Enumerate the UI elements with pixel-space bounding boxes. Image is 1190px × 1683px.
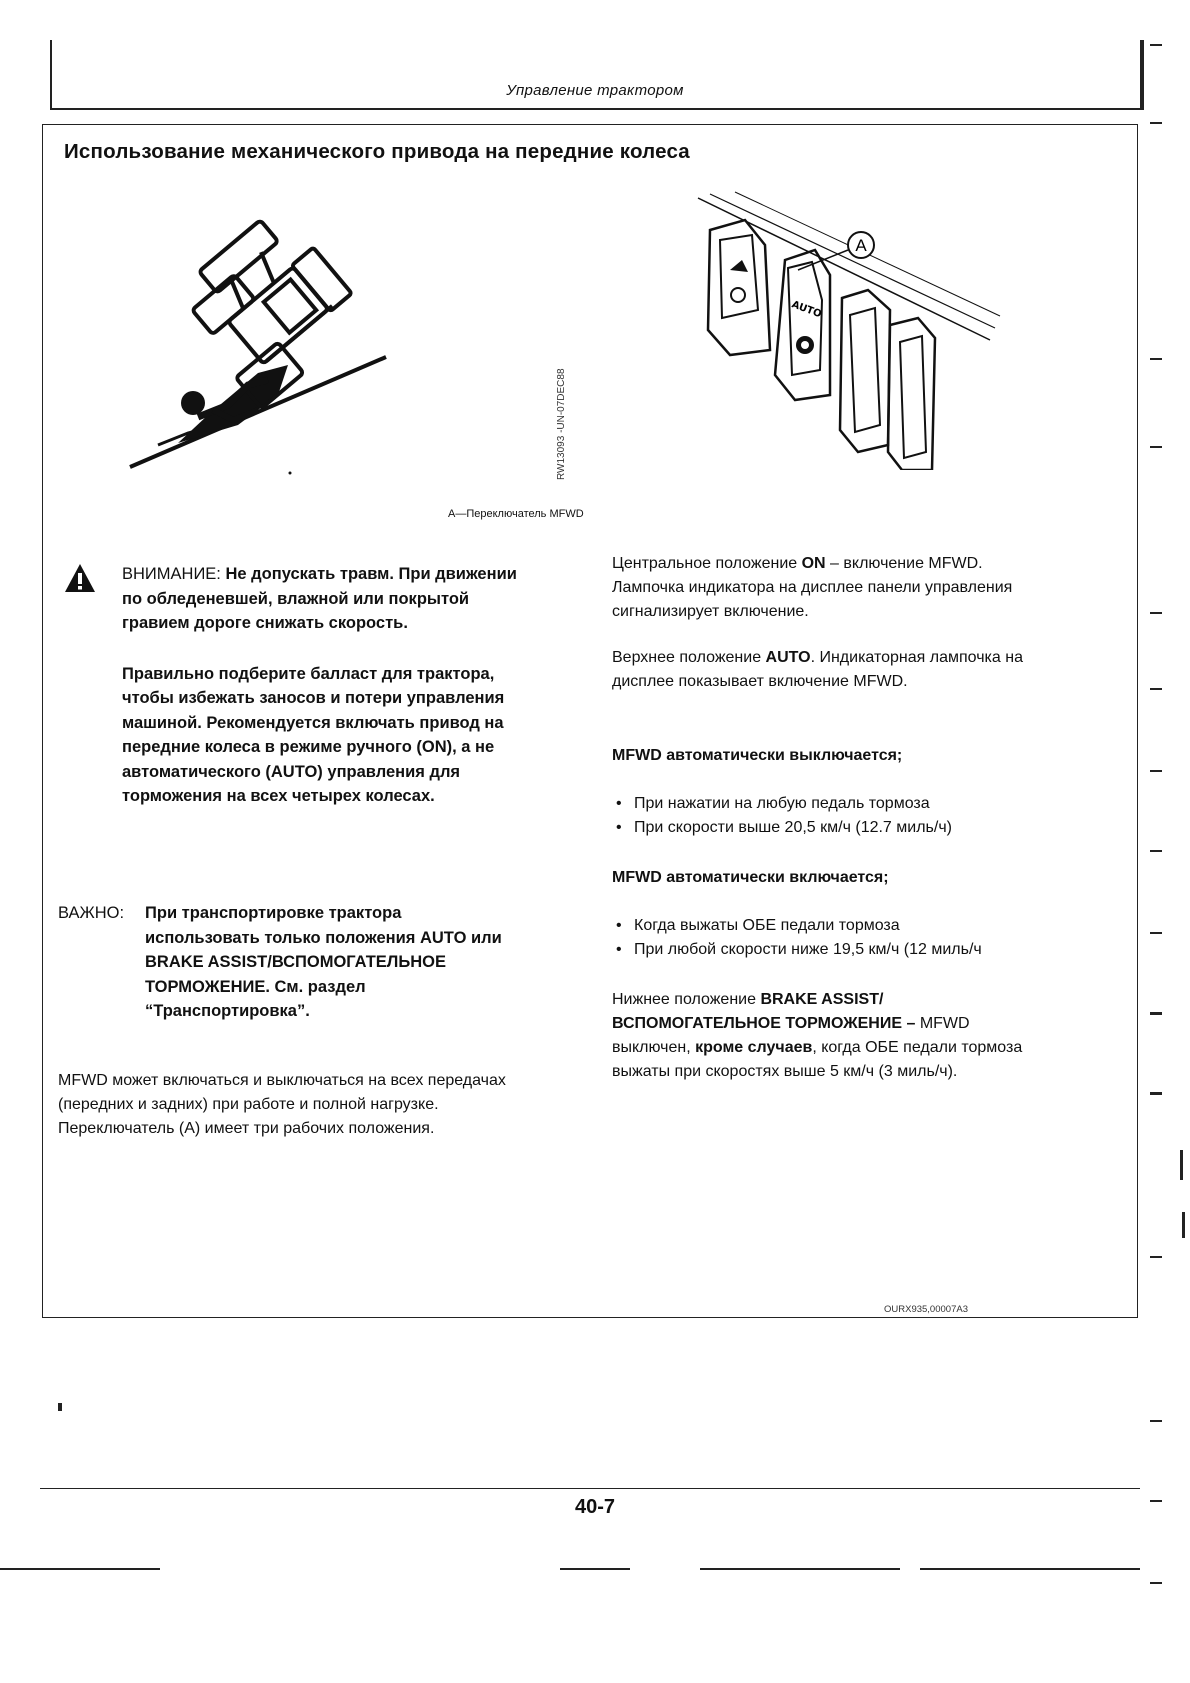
list-item: • При нажатии на любую педаль тормоза — [612, 792, 1052, 816]
svg-text:AUTO: AUTO — [790, 299, 823, 321]
warning-block — [122, 562, 522, 835]
lower-dash: – — [902, 1015, 916, 1032]
scan-tick — [1150, 446, 1162, 448]
scan-tick — [1150, 612, 1162, 614]
auto-on-list — [612, 914, 1052, 962]
center-pre: Центральное положение — [612, 555, 802, 572]
scan-tick — [1150, 1256, 1162, 1258]
lower-brake: BRAKE ASSIST/ВСПОМОГАТЕЛЬНОЕ ТОРМОЖЕНИЕ — [612, 991, 903, 1032]
scan-tick — [1150, 44, 1162, 46]
scan-tick — [1150, 358, 1162, 360]
footer-rule — [40, 1488, 1140, 1489]
scan-tick — [1150, 1582, 1162, 1584]
scan-tick — [1150, 1420, 1162, 1422]
scan-tick — [1150, 1092, 1162, 1095]
auto-on-heading: MFWD автоматически включается; — [612, 869, 889, 886]
scan-tick — [1150, 932, 1162, 934]
center-post: – включение MFWD. Лампочка индикатора на дисплее панели управления сигнализирует включение. — [612, 555, 1013, 620]
warning-label: ВНИМАНИЕ: — [122, 565, 221, 583]
important-text: При транспортировке трактора использовать только положения AUTO или BRAKE ASSIST/ВСПОМОГАТЕЛЬНОЕ ТОРМОЖЕНИЕ. См. раздел “Транспортировка”. — [145, 904, 502, 1020]
important-label: ВАЖНО: — [58, 904, 125, 922]
warning-text-1: Не допускать травм. При движении по обледеневшей, влажной или покрытой гравием дороге снижать скорость. — [122, 565, 517, 632]
scan-tick — [1150, 1012, 1162, 1015]
warning-text-2: Правильно подберите балласт для трактора, чтобы избежать заносов и потери управления машиной. Рекомендуется включать привод на передние колеса в режиме ручного (ON), а не автоматического (AUTO) управления для торможения на всех четырех колесах. — [122, 664, 505, 805]
auto-off-list — [612, 792, 1052, 840]
tractor-on-slope-illustration — [118, 205, 448, 475]
lower-pre: Нижнее положение — [612, 991, 761, 1008]
warning-triangle-icon — [64, 563, 96, 593]
header-frame — [50, 40, 1144, 110]
list-item: • При любой скорости ниже 19,5 км/ч (12 миль/ч — [612, 938, 1052, 962]
warning-paragraph-1 — [122, 562, 522, 636]
mfwd-switch-panel-illustration — [690, 190, 1010, 470]
lower-mid: MFWD выключен, — [612, 1015, 970, 1056]
page-number: 40-7 — [574, 1496, 616, 1518]
auto-off-heading: MFWD автоматически выключается; — [612, 747, 903, 764]
scan-bottom-line — [700, 1568, 900, 1570]
list-item: • Когда выжаты ОБЕ педали тормоза — [612, 914, 1052, 938]
center-position-paragraph — [612, 552, 1042, 624]
lower-except: кроме случаев — [695, 1039, 813, 1056]
list-item: • При скорости выше 20,5 км/ч (12.7 миль/ч) — [612, 816, 1052, 840]
scan-tick — [1150, 122, 1162, 124]
callout-a: A — [855, 236, 867, 255]
section-title: Использование механического привода на передние колеса — [64, 140, 690, 163]
upper-post: . Индикаторная лампочка на дисплее показывает включение MFWD. — [612, 649, 1023, 690]
scan-edge-line — [1140, 40, 1142, 110]
upper-pre: Верхнее положение — [612, 649, 766, 666]
lower-position-paragraph — [612, 988, 1052, 1084]
center-on: ON — [801, 555, 826, 572]
lower-post: , когда ОБЕ педали тормоза выжаты при скоростях выше 5 км/ч (3 миль/ч). — [612, 1039, 1023, 1080]
scan-mark — [1182, 1212, 1185, 1238]
scan-tick — [1150, 688, 1162, 690]
scan-tick — [1150, 770, 1162, 772]
figure-code-left: RW13093 -UN-07DEC88 — [556, 368, 567, 480]
scan-bottom-line — [560, 1568, 630, 1570]
document-id: OURX935,00007A3 — [884, 1304, 968, 1315]
upper-position-paragraph — [612, 646, 1042, 694]
scan-bottom-line — [0, 1568, 160, 1570]
scan-mark — [1180, 1150, 1183, 1180]
upper-auto: AUTO — [765, 649, 811, 666]
scan-bottom-line — [920, 1568, 1140, 1570]
scan-tick — [1150, 1500, 1162, 1502]
figure-caption: A—Переключатель MFWD — [448, 508, 584, 520]
mfwd-note: MFWD может включаться и выключаться на всех передачах (передних и задних) при работе и полной нагрузке. Переключатель (A) имеет три рабочих положения. — [58, 1072, 506, 1137]
scan-speck — [58, 1403, 62, 1411]
running-title: Управление трактором — [506, 82, 684, 99]
scan-tick — [1150, 850, 1162, 852]
